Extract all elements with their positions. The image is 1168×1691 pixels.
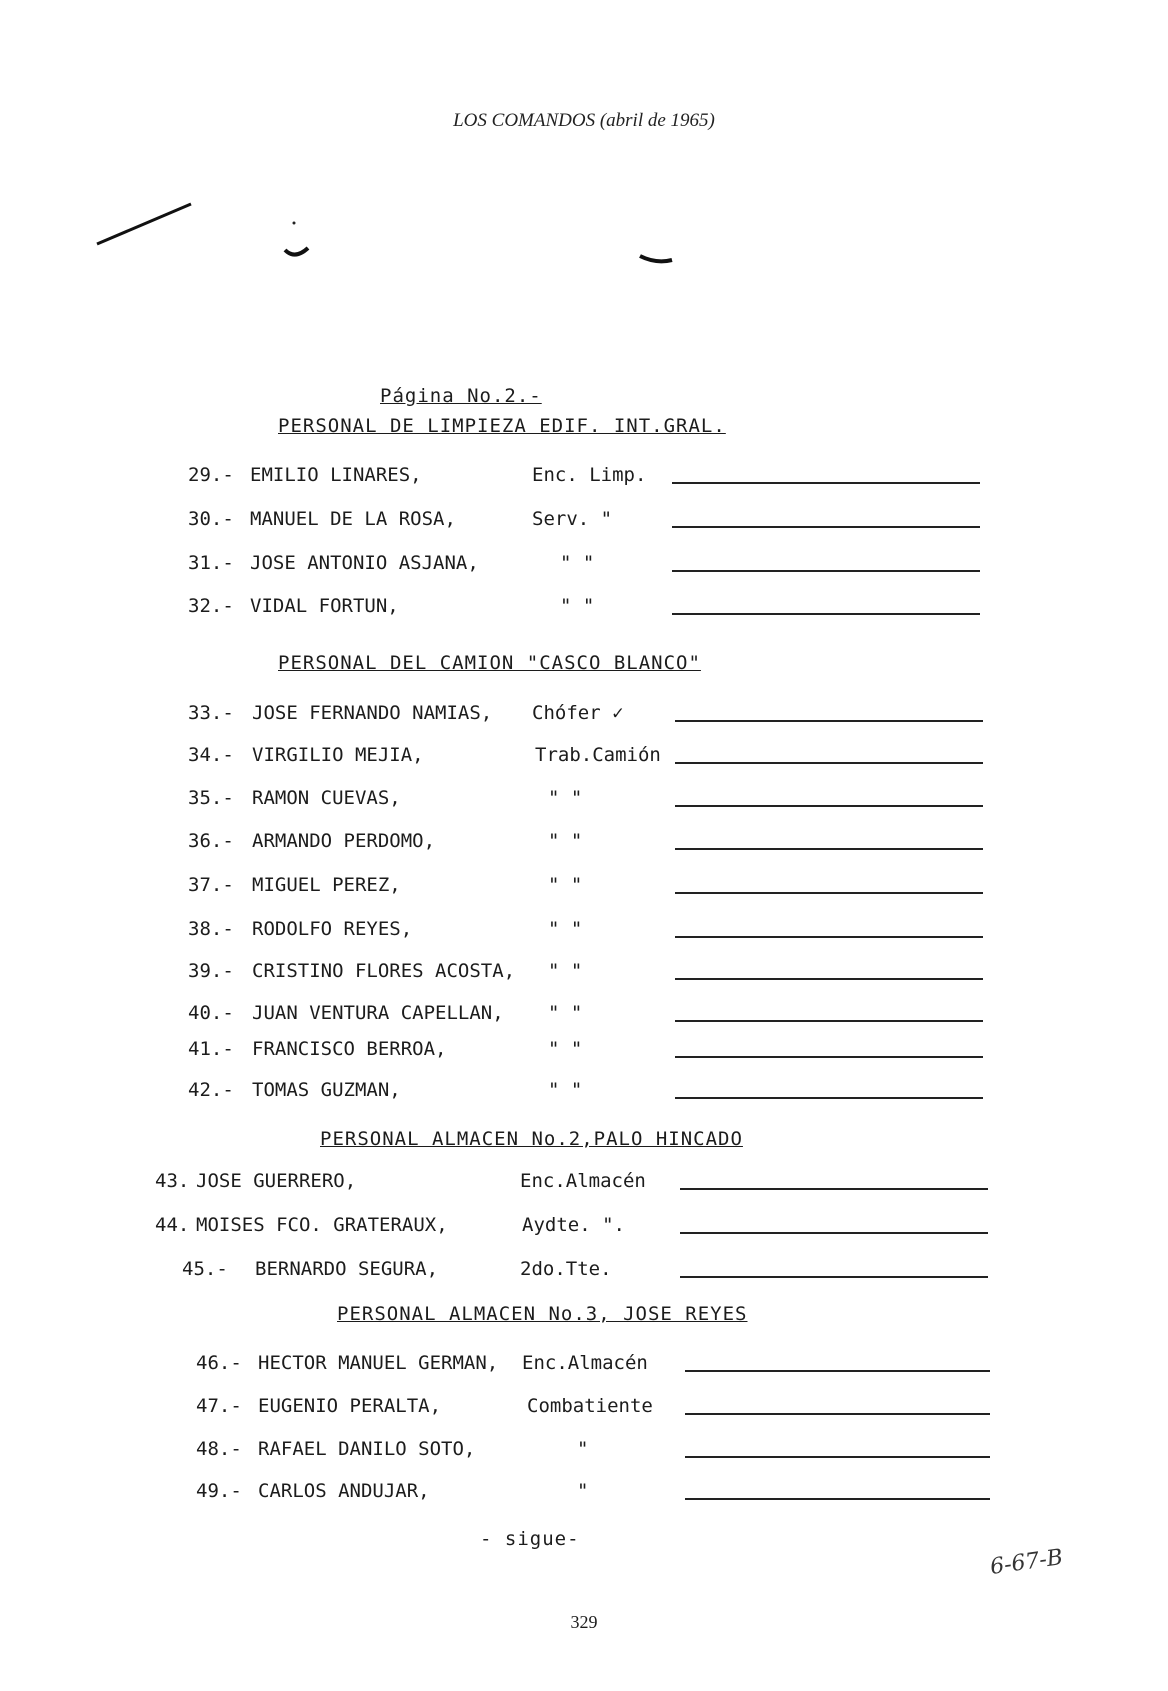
section-title: PERSONAL ALMACEN No.2,PALO HINCADO: [320, 1128, 743, 1150]
person-role: " ": [548, 960, 583, 982]
signature-line: [675, 1097, 983, 1099]
personnel-row: [0, 1478, 1168, 1504]
row-number: 46.-: [196, 1352, 242, 1374]
continued-note: - sigue-: [480, 1528, 580, 1550]
person-role: Serv. ": [532, 508, 613, 530]
personnel-row: [0, 785, 1168, 811]
signature-line: [672, 613, 980, 615]
row-number: 45.-: [182, 1258, 228, 1280]
personnel-row: [0, 828, 1168, 854]
row-number: 43.: [155, 1170, 190, 1192]
person-name: BERNARDO SEGURA,: [255, 1258, 439, 1280]
signature-line: [675, 848, 983, 850]
person-role: Enc.Almacén: [522, 1352, 648, 1374]
signature-line: [685, 1413, 990, 1415]
signature-line: [685, 1498, 990, 1500]
signature-line: [675, 1020, 983, 1022]
personnel-row: [0, 1256, 1168, 1282]
person-role: " ": [548, 918, 583, 940]
signature-line: [675, 978, 983, 980]
signature-line: [672, 570, 980, 572]
signature-line: [675, 936, 983, 938]
personnel-row: [0, 1212, 1168, 1238]
person-name: MOISES FCO. GRATERAUX,: [196, 1214, 448, 1236]
person-name: VIRGILIO MEJIA,: [252, 744, 424, 766]
row-number: 49.-: [196, 1480, 242, 1502]
personnel-row: [0, 916, 1168, 942]
person-name: EUGENIO PERALTA,: [258, 1395, 442, 1417]
row-number: 41.-: [188, 1038, 234, 1060]
person-role: " ": [560, 552, 595, 574]
person-name: MIGUEL PEREZ,: [252, 874, 401, 896]
person-name: VIDAL FORTUN,: [250, 595, 399, 617]
row-number: 30.-: [188, 508, 234, 530]
personnel-row: [0, 550, 1168, 576]
personnel-row: [0, 462, 1168, 488]
row-number: 35.-: [188, 787, 234, 809]
person-name: CRISTINO FLORES ACOSTA,: [252, 960, 516, 982]
personnel-row: [0, 1350, 1168, 1376]
row-number: 42.-: [188, 1079, 234, 1101]
person-role: Enc.Almacén: [520, 1170, 646, 1192]
person-name: JUAN VENTURA CAPELLAN,: [252, 1002, 504, 1024]
person-role: Combatiente: [527, 1395, 653, 1417]
person-role: Trab.Camión: [535, 744, 661, 766]
person-name: RAFAEL DANILO SOTO,: [258, 1438, 476, 1460]
personnel-row: [0, 1393, 1168, 1419]
personnel-row: [0, 742, 1168, 768]
person-name: RAMON CUEVAS,: [252, 787, 401, 809]
person-name: TOMAS GUZMAN,: [252, 1079, 401, 1101]
person-role: ": [577, 1480, 589, 1502]
signature-line: [675, 805, 983, 807]
person-role: " ": [548, 874, 583, 896]
personnel-row: [0, 1036, 1168, 1062]
row-number: 44.: [155, 1214, 190, 1236]
pen-stroke-mark: [95, 200, 195, 250]
signature-line: [675, 720, 983, 722]
personnel-row: [0, 1077, 1168, 1103]
section-title: PERSONAL DE LIMPIEZA EDIF. INT.GRAL.: [278, 415, 726, 437]
row-number: 48.-: [196, 1438, 242, 1460]
personnel-row: [0, 700, 1168, 726]
signature-line: [675, 1056, 983, 1058]
person-name: EMILIO LINARES,: [250, 464, 422, 486]
person-role: 2do.Tte.: [520, 1258, 612, 1280]
row-number: 29.-: [188, 464, 234, 486]
signature-line: [680, 1276, 988, 1278]
page-number: 329: [570, 1612, 598, 1632]
person-name: FRANCISCO BERROA,: [252, 1038, 447, 1060]
person-role: " ": [548, 830, 583, 852]
person-name: CARLOS ANDUJAR,: [258, 1480, 430, 1502]
row-number: 37.-: [188, 874, 234, 896]
personnel-row: [0, 872, 1168, 898]
person-role: ": [577, 1438, 589, 1460]
signature-line: [675, 762, 983, 764]
person-role: " ": [548, 1079, 583, 1101]
person-role: Enc. Limp.: [532, 464, 647, 486]
person-role: Aydte. ".: [522, 1214, 625, 1236]
personnel-row: [0, 1168, 1168, 1194]
section-title: PERSONAL ALMACEN No.3, JOSE REYES: [337, 1303, 748, 1325]
person-role: " ": [548, 1002, 583, 1024]
row-number: 38.-: [188, 918, 234, 940]
row-number: 33.-: [188, 702, 234, 724]
section-title: PERSONAL DEL CAMION "CASCO BLANCO": [278, 652, 701, 674]
person-name: MANUEL DE LA ROSA,: [250, 508, 456, 530]
person-name: ARMANDO PERDOMO,: [252, 830, 436, 852]
page-header-title: LOS COMANDOS (abril de 1965): [453, 110, 715, 131]
ink-blot-mark: [280, 220, 320, 265]
signature-line: [672, 482, 980, 484]
row-number: 32.-: [188, 595, 234, 617]
signature-line: [685, 1456, 990, 1458]
person-name: JOSE GUERRERO,: [196, 1170, 357, 1192]
person-name: HECTOR MANUEL GERMAN,: [258, 1352, 499, 1374]
person-role: " ": [560, 595, 595, 617]
person-name: RODOLFO REYES,: [252, 918, 413, 940]
person-role: Chófer ✓: [532, 702, 624, 724]
row-number: 34.-: [188, 744, 234, 766]
signature-line: [680, 1188, 988, 1190]
signature-line: [672, 526, 980, 528]
person-name: JOSE ANTONIO ASJANA,: [250, 552, 479, 574]
row-number: 36.-: [188, 830, 234, 852]
signature-line: [675, 892, 983, 894]
person-role: " ": [548, 787, 583, 809]
person-role: " ": [548, 1038, 583, 1060]
ink-blot-mark: [638, 250, 678, 270]
signature-line: [680, 1232, 988, 1234]
row-number: 31.-: [188, 552, 234, 574]
personnel-row: [0, 1000, 1168, 1026]
personnel-row: [0, 506, 1168, 532]
row-number: 40.-: [188, 1002, 234, 1024]
row-number: 39.-: [188, 960, 234, 982]
page-label: Página No.2.-: [380, 385, 542, 407]
personnel-row: [0, 593, 1168, 619]
personnel-row: [0, 1436, 1168, 1462]
personnel-row: [0, 958, 1168, 984]
row-number: 47.-: [196, 1395, 242, 1417]
handwritten-code: 6-67-B: [988, 1545, 1065, 1580]
signature-line: [685, 1370, 990, 1372]
person-name: JOSE FERNANDO NAMIAS,: [252, 702, 493, 724]
